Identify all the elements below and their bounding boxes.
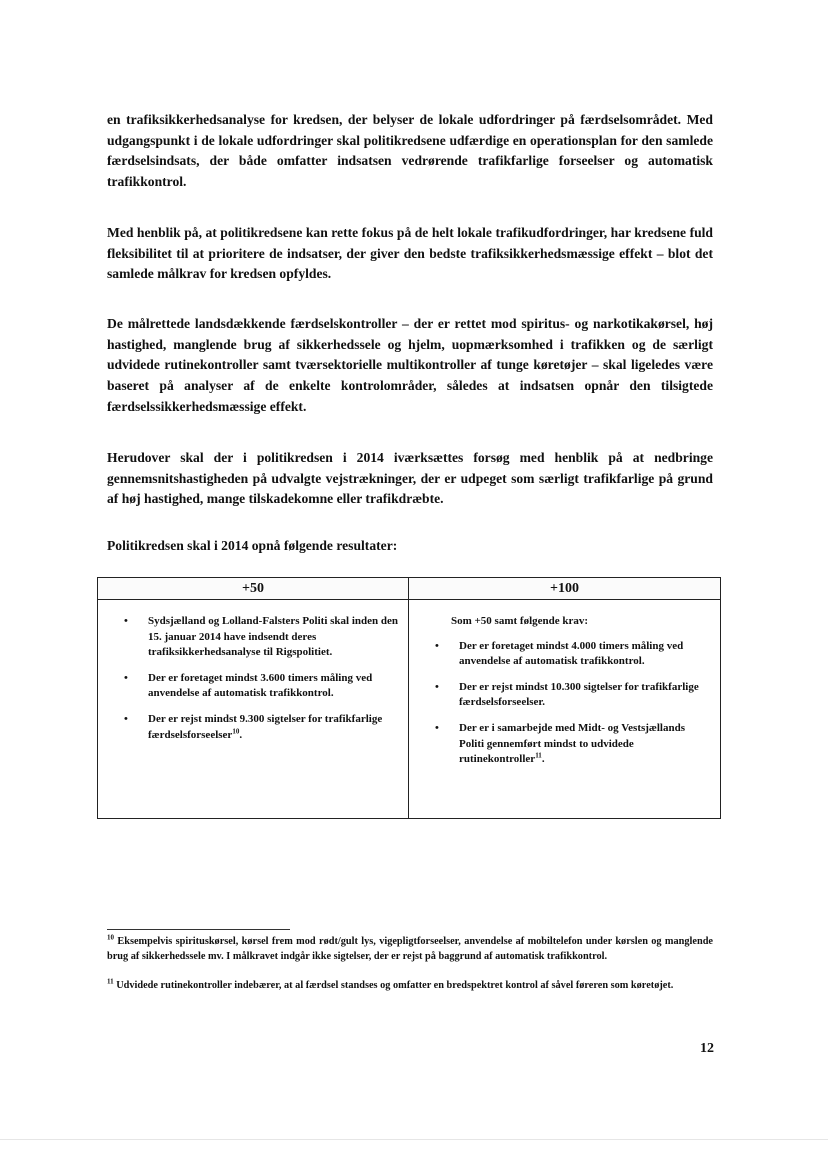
footnote-number: 11 — [107, 977, 114, 986]
requirement-text: Der er rejst mindst 10.300 sigtelser for trafikfarlige færdselsforseelser. — [459, 680, 699, 709]
requirement-text: Der er foretaget mindst 3.600 timers måling ved anvendelse af automatisk trafikkontrol. — [148, 671, 373, 700]
page-number: 12 — [700, 1041, 714, 1056]
paragraph-national-controls: De målrettede landsdækkende færdselskontroller – der er rettet mod spiritus- og narkotikakørsel, høj hastighed, manglende brug af sikkerhedssele og hjelm, uopmærksomhed i trafikken og de særligt udvidede rutinekontroller samt tværsektorielle multikontroller af tunge køretøjer – skal ligeledes være baseret på analyser af de enkelte kontrolområder, således at indsatsen opnår den tilsigtede færdselssikkerhedsmæssige effekt. — [107, 316, 713, 414]
footnote-10 — [107, 935, 713, 964]
footnote-text: Eksempelvis spirituskørsel, kørsel frem mod rødt/gult lys, vigepligtforseelser, anvendelse af mobiltelefon under kørslen og manglende brug af sikkerhedssele mv. I målkravet indgår ikke sigtelser, der er rejst på baggrund af automatisk trafikkontrol. — [107, 936, 713, 962]
paragraph-intro: en trafiksikkerhedsanalyse for kredsen, der belyser de lokale udfordringer på færdselsområdet. Med udgangspunkt i de lokale udfordringer skal politikredsene udfærdige en operationsplan for den samlede færdselsindsats, der både omfatter indsatsen vedrørende trafikfarlige forseelser og automatisk trafikkontrol. — [107, 112, 713, 190]
paragraph-speed-trial: Herudover skal der i politikredsen i 2014 iværksættes forsøg med henblik på at nedbringe gennemsnitshastigheden på udvalgte vejstrækninger, der er udpeget som særligt trafikfarlige på grund af høj hastighed, mange tilskadekomne eller trafikdræbte. — [107, 450, 713, 507]
bullet-icon: • — [124, 615, 128, 627]
footnote-ref: 10 — [232, 726, 240, 735]
requirement-text: Der er rejst mindst 9.300 sigtelser for trafikfarlige færdselsforseelser — [148, 712, 383, 741]
list-item — [423, 639, 712, 670]
list-item — [112, 671, 400, 702]
requirement-text: Sydsjælland og Lolland-Falsters Politi skal inden den 15. januar 2014 have indsendt deres trafiksikkerhedsanalyse til Rigspolitiet. — [148, 615, 398, 659]
bullet-icon: • — [435, 680, 439, 693]
requirement-text: Der er i samarbejde med Midt- og Vestsjællands Politi gennemført mindst to udvidede rutinekontroller — [459, 721, 685, 766]
bullet-icon: • — [124, 712, 128, 725]
footnote-ref: 11 — [535, 751, 542, 760]
list-item — [423, 680, 712, 711]
requirement-intro: Som +50 samt følgende krav: — [451, 615, 589, 627]
bullet-icon: • — [435, 721, 439, 734]
paragraph-flexibility: Med henblik på, at politikredsene kan rette fokus på de helt lokale trafikudfordringer, har kredsene fuld fleksibilitet til at prioritere de indsatser, der giver den bedste trafiksikkerhedsmæssige effekt – blot det samlede målkrav for kredsen opfyldes. — [107, 225, 713, 282]
paragraph-results-lead: Politikredsen skal i 2014 opnå følgende resultater: — [107, 538, 398, 553]
requirement-text: Der er foretaget mindst 4.000 timers måling ved anvendelse af automatisk trafikkontrol. — [459, 639, 684, 668]
results-table — [97, 577, 721, 819]
footnote-11 — [107, 979, 713, 994]
footnote-divider — [107, 929, 290, 930]
bullet-icon: • — [435, 639, 439, 652]
results-header-plus100: +100 — [409, 578, 721, 600]
list-item: • Der er rejst mindst 9.300 sigtelser for trafikfarlige færdselsforseelser$^{10}$. — [124, 712, 383, 741]
scan-edge-line — [0, 1139, 828, 1140]
bullet-icon: • — [124, 671, 128, 684]
results-header-plus50: +50 — [98, 578, 409, 600]
results-column-plus100 — [409, 600, 721, 819]
footnote-number: 10 — [107, 933, 114, 942]
footnote-text: Udvidede rutinekontroller indebærer, at al færdsel standses og omfatter en bredspektret kontrol af såvel føreren som køretøjet. — [116, 980, 674, 991]
list-item: • Der er i samarbejde med Midt- og Vestsjællands Politi gennemført mindst to udvidede rutinekontroller$^{11}$. — [435, 721, 685, 766]
list-item — [112, 614, 400, 661]
results-column-plus50 — [98, 600, 409, 819]
